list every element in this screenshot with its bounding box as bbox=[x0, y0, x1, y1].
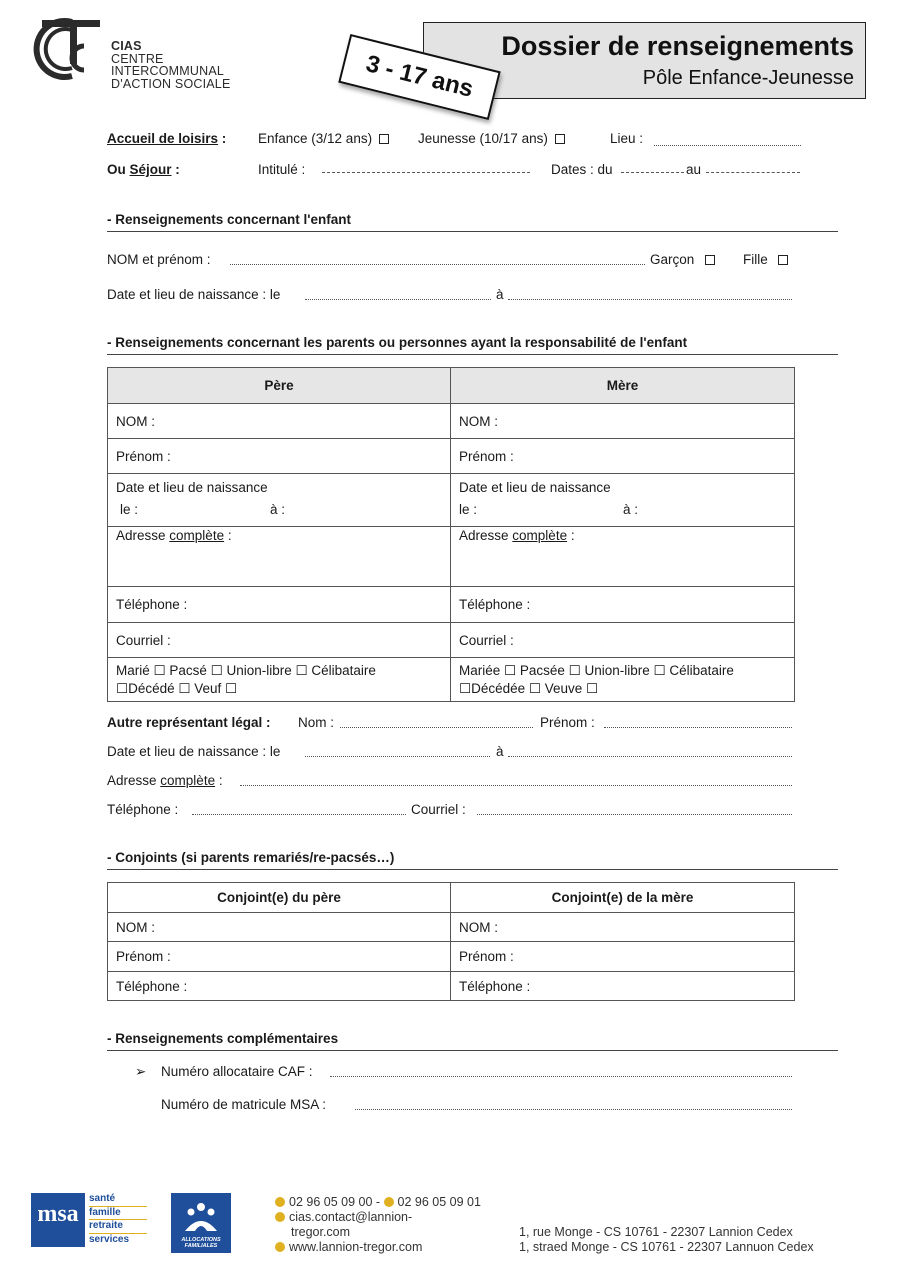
fille-checkbox[interactable] bbox=[778, 255, 788, 265]
pere-adresse-cell[interactable]: Adresse complète : bbox=[108, 527, 451, 587]
mere-status-line1[interactable]: Mariée ☐ Pacsée ☐ Union-libre ☐ Célibataire bbox=[459, 662, 734, 678]
msa-tagline: santé famille retraite services bbox=[89, 1193, 147, 1246]
naissance-label: Date et lieu de naissance : le bbox=[107, 287, 281, 302]
conjoint-pere-nom-cell[interactable]: NOM : bbox=[108, 913, 451, 942]
parents-table bbox=[107, 367, 795, 702]
autre-naissance-a-label: à bbox=[496, 744, 504, 759]
enfance-checkbox[interactable] bbox=[379, 134, 389, 144]
divider bbox=[107, 231, 838, 232]
sejour-label: Ou Séjour : bbox=[107, 162, 180, 177]
nom-prenom-label: NOM et prénom : bbox=[107, 252, 211, 267]
divider bbox=[107, 354, 838, 355]
autre-courriel-field[interactable] bbox=[477, 814, 792, 815]
divider bbox=[107, 1050, 838, 1051]
mere-telephone-cell[interactable]: Téléphone : bbox=[451, 587, 795, 623]
section-parents-title: - Renseignements concernant les parents ou personnes ayant la responsabilité de l'enfant bbox=[107, 335, 688, 350]
org-line1: CENTRE bbox=[111, 51, 164, 66]
date-du-field[interactable] bbox=[621, 172, 684, 173]
phone2[interactable]: 02 96 05 09 01 bbox=[397, 1195, 481, 1209]
phone1[interactable]: 02 96 05 09 00 bbox=[289, 1195, 373, 1209]
mere-status-cell[interactable] bbox=[451, 658, 795, 702]
phone-icon bbox=[275, 1197, 285, 1207]
fille-option[interactable]: Fille bbox=[743, 252, 791, 267]
caf-label: Numéro allocataire CAF : bbox=[161, 1064, 313, 1079]
autre-nom-field[interactable] bbox=[340, 727, 533, 728]
autre-courriel-label: Courriel : bbox=[411, 802, 466, 817]
autre-naissance-date-field[interactable] bbox=[305, 756, 490, 757]
mere-nom-cell[interactable]: NOM : bbox=[451, 404, 795, 439]
pere-status-line1[interactable]: Marié ☐ Pacsé ☐ Union-libre ☐ Célibataire bbox=[116, 662, 376, 678]
jeunesse-checkbox[interactable] bbox=[555, 134, 565, 144]
email-icon bbox=[275, 1212, 285, 1222]
mere-adresse-cell[interactable]: Adresse complète : bbox=[451, 527, 795, 587]
naissance-a-label: à bbox=[496, 287, 504, 302]
email-line[interactable]: cias.contact@lannion- bbox=[275, 1210, 412, 1224]
lieu-field[interactable] bbox=[654, 145, 801, 146]
mere-naissance-cell[interactable]: Date et lieu de naissance le : à : bbox=[451, 474, 795, 527]
section-conjoints-title: - Conjoints (si parents remariés/re-pacsés…) bbox=[107, 850, 395, 865]
pere-courriel-cell[interactable]: Courriel : bbox=[108, 623, 451, 658]
web-icon bbox=[275, 1242, 285, 1252]
autre-adresse-label: Adresse complète : bbox=[107, 773, 223, 788]
intitule-label: Intitulé : bbox=[258, 162, 306, 177]
cias-logo-icon bbox=[32, 16, 104, 82]
divider bbox=[107, 869, 838, 870]
caf-logo-icon: ALLOCATIONS FAMILIALES bbox=[171, 1193, 231, 1253]
address-fr: 1, rue Monge - CS 10761 - 22307 Lannion Cedex bbox=[519, 1225, 793, 1239]
org-short: CIAS bbox=[111, 39, 142, 53]
msa-logo-icon: msa bbox=[31, 1193, 85, 1247]
page-subtitle: Pôle Enfance-Jeunesse bbox=[642, 67, 854, 89]
pere-nom-cell[interactable]: NOM : bbox=[108, 404, 451, 439]
autre-nom-label: Nom : bbox=[298, 715, 335, 730]
enfance-option[interactable]: Enfance (3/12 ans) bbox=[258, 131, 392, 146]
pere-naissance-cell[interactable]: Date et lieu de naissance le : à : bbox=[108, 474, 451, 527]
autre-telephone-field[interactable] bbox=[192, 814, 406, 815]
naissance-lieu-field[interactable] bbox=[508, 299, 792, 300]
org-line2: INTERCOMMUNAL bbox=[111, 64, 225, 78]
conjoint-pere-header: Conjoint(e) du père bbox=[108, 883, 451, 913]
phone-line: 02 96 05 09 00 - 02 96 05 09 01 bbox=[275, 1195, 481, 1209]
naissance-date-field[interactable] bbox=[305, 299, 491, 300]
section-compl-title: - Renseignements complémentaires bbox=[107, 1031, 339, 1046]
autre-prenom-label: Prénom : bbox=[540, 715, 595, 730]
org-line3: D'ACTION SOCIALE bbox=[111, 76, 231, 91]
autre-prenom-field[interactable] bbox=[604, 727, 792, 728]
garcon-checkbox[interactable] bbox=[705, 255, 715, 265]
mere-status-line2[interactable]: ☐Décédée ☐ Veuve ☐ bbox=[459, 680, 599, 696]
caf-field[interactable] bbox=[330, 1076, 792, 1077]
arrow-bullet-icon: ➢ bbox=[135, 1064, 147, 1079]
section-enfant-title: - Renseignements concernant l'enfant bbox=[107, 212, 352, 227]
intitule-field[interactable] bbox=[322, 172, 530, 173]
conjoint-pere-prenom-cell[interactable]: Prénom : bbox=[108, 942, 451, 972]
conjoints-table bbox=[107, 882, 795, 1001]
autre-naissance-label: Date et lieu de naissance : le bbox=[107, 744, 281, 759]
conjoint-mere-nom-cell[interactable]: NOM : bbox=[451, 913, 795, 942]
pere-header: Père bbox=[108, 368, 451, 404]
org-name bbox=[111, 40, 231, 90]
dates-du-label: Dates : du bbox=[551, 162, 613, 177]
autre-telephone-label: Téléphone : bbox=[107, 802, 179, 817]
msa-label: Numéro de matricule MSA : bbox=[161, 1097, 327, 1112]
web-line[interactable]: www.lannion-tregor.com bbox=[275, 1240, 422, 1254]
autre-label: Autre représentant légal : bbox=[107, 715, 271, 730]
au-label: au bbox=[686, 162, 702, 177]
lieu-label: Lieu : bbox=[610, 131, 644, 146]
age-badge-text: 3 - 17 ans bbox=[363, 50, 476, 103]
autre-adresse-field[interactable] bbox=[240, 785, 792, 786]
conjoint-mere-prenom-cell[interactable]: Prénom : bbox=[451, 942, 795, 972]
pere-status-line2[interactable]: ☐Décédé ☐ Veuf ☐ bbox=[116, 680, 238, 696]
fax-icon bbox=[384, 1197, 394, 1207]
date-au-field[interactable] bbox=[706, 172, 800, 173]
garcon-option[interactable]: Garçon bbox=[650, 252, 718, 267]
nom-prenom-field[interactable] bbox=[230, 264, 645, 265]
email-line2[interactable]: tregor.com bbox=[291, 1225, 351, 1239]
page-title: Dossier de renseignements bbox=[501, 31, 854, 61]
conjoint-pere-telephone-cell[interactable]: Téléphone : bbox=[108, 972, 451, 1001]
pere-status-cell[interactable] bbox=[108, 658, 451, 702]
address-br: 1, straed Monge - CS 10761 - 22307 Lannuon Cedex bbox=[519, 1240, 814, 1254]
accueil-label: Accueil de loisirs : bbox=[107, 131, 227, 146]
mere-prenom-cell[interactable]: Prénom : bbox=[451, 439, 795, 474]
conjoint-mere-header: Conjoint(e) de la mère bbox=[451, 883, 795, 913]
autre-naissance-lieu-field[interactable] bbox=[508, 756, 792, 757]
msa-field[interactable] bbox=[355, 1109, 792, 1110]
mere-header: Mère bbox=[451, 368, 795, 404]
mere-courriel-cell[interactable]: Courriel : bbox=[451, 623, 795, 658]
conjoint-mere-telephone-cell[interactable]: Téléphone : bbox=[451, 972, 795, 1001]
pere-prenom-cell[interactable]: Prénom : bbox=[108, 439, 451, 474]
jeunesse-option[interactable]: Jeunesse (10/17 ans) bbox=[418, 131, 568, 146]
pere-telephone-cell[interactable]: Téléphone : bbox=[108, 587, 451, 623]
